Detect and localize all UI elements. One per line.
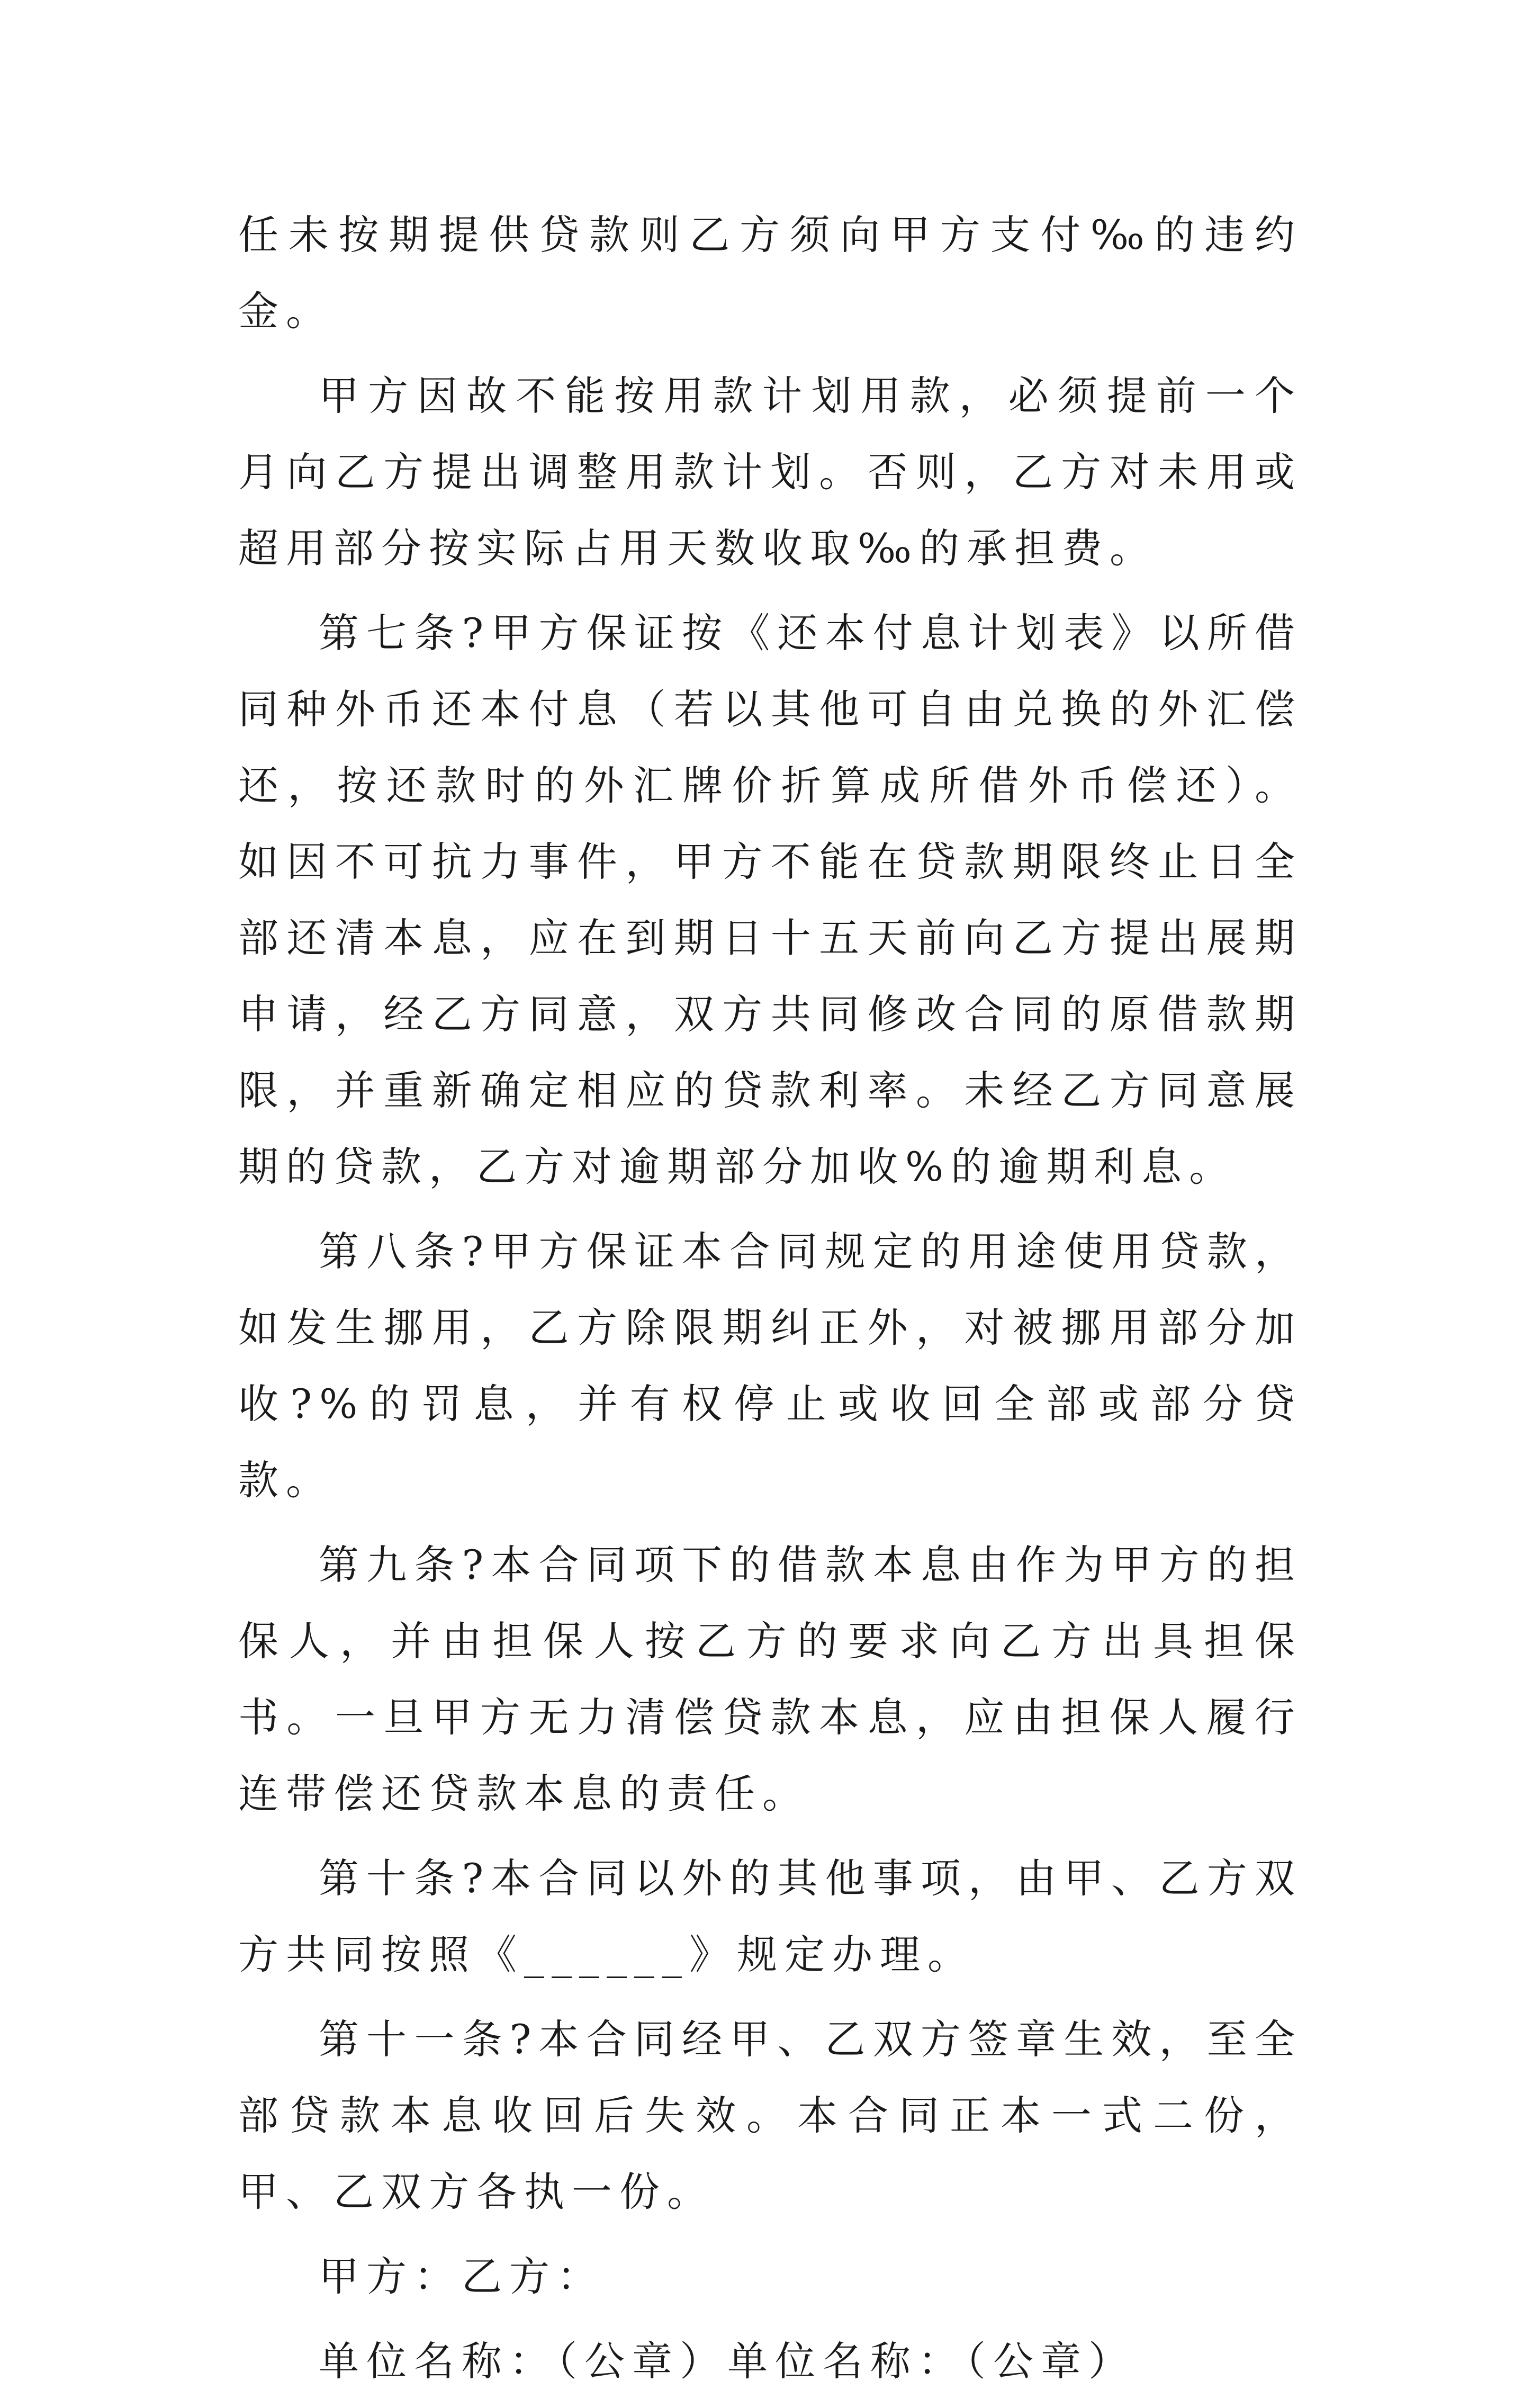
paragraph-article-9: 第九条?本合同项下的借款本息由作为甲方的担保人，并由担保人按乙方的要求向乙方出具担保书。一旦甲方无力清偿贷款本息，应由担保人履行连带偿还贷款本息的责任。 — [238, 1541, 1302, 1817]
paragraph-article-8: 第八条?甲方保证本合同规定的用途使用贷款，如发生挪用，乙方除限期纠正外，对被挪用部分加收?%的罚息，并有权停止或收回全部或部分贷款。 — [238, 1228, 1302, 1504]
paragraph-article-10: 第十条?本合同以外的其他事项，由甲、乙方双方共同按照《______》规定办理。 — [238, 1855, 1302, 1978]
paragraph-continuation: 任未按期提供贷款则乙方须向甲方支付‰的违约金。 — [238, 211, 1302, 335]
signature-parties: 甲方：乙方： — [319, 2253, 605, 2300]
document-body — [238, 197, 1302, 2408]
paragraph-article-11: 第十一条?本合同经甲、乙双方签章生效，至全部贷款本息收回后失效。本合同正本一式二份，甲、乙双方各执一份。 — [238, 2016, 1302, 2215]
signature-units: 单位名称：（公章）单位名称：（公章） — [319, 2338, 1136, 2385]
paragraph-usage-plan: 甲方因故不能按用款计划用款，必须提前一个月向乙方提出调整用款计划。否则，乙方对未用或超用部分按实际占用天数收取‰的承担费。 — [238, 372, 1302, 572]
paragraph-article-7: 第七条?甲方保证按《还本付息计划表》以所借同种外币还本付息（若以其他可自由兑换的外汇偿还，按还款时的外汇牌价折算成所借外币偿还）。如因不可抗力事件，甲方不能在贷款期限终止日全部还清本息，应在到期日十五天前向乙方提出展期申请，经乙方同意，双方共同修改合同的原借款期限，并重新确定相应的贷款利率。未经乙方同意展期的贷款，乙方对逾期部分加收%的逾期利息。 — [238, 609, 1302, 1190]
